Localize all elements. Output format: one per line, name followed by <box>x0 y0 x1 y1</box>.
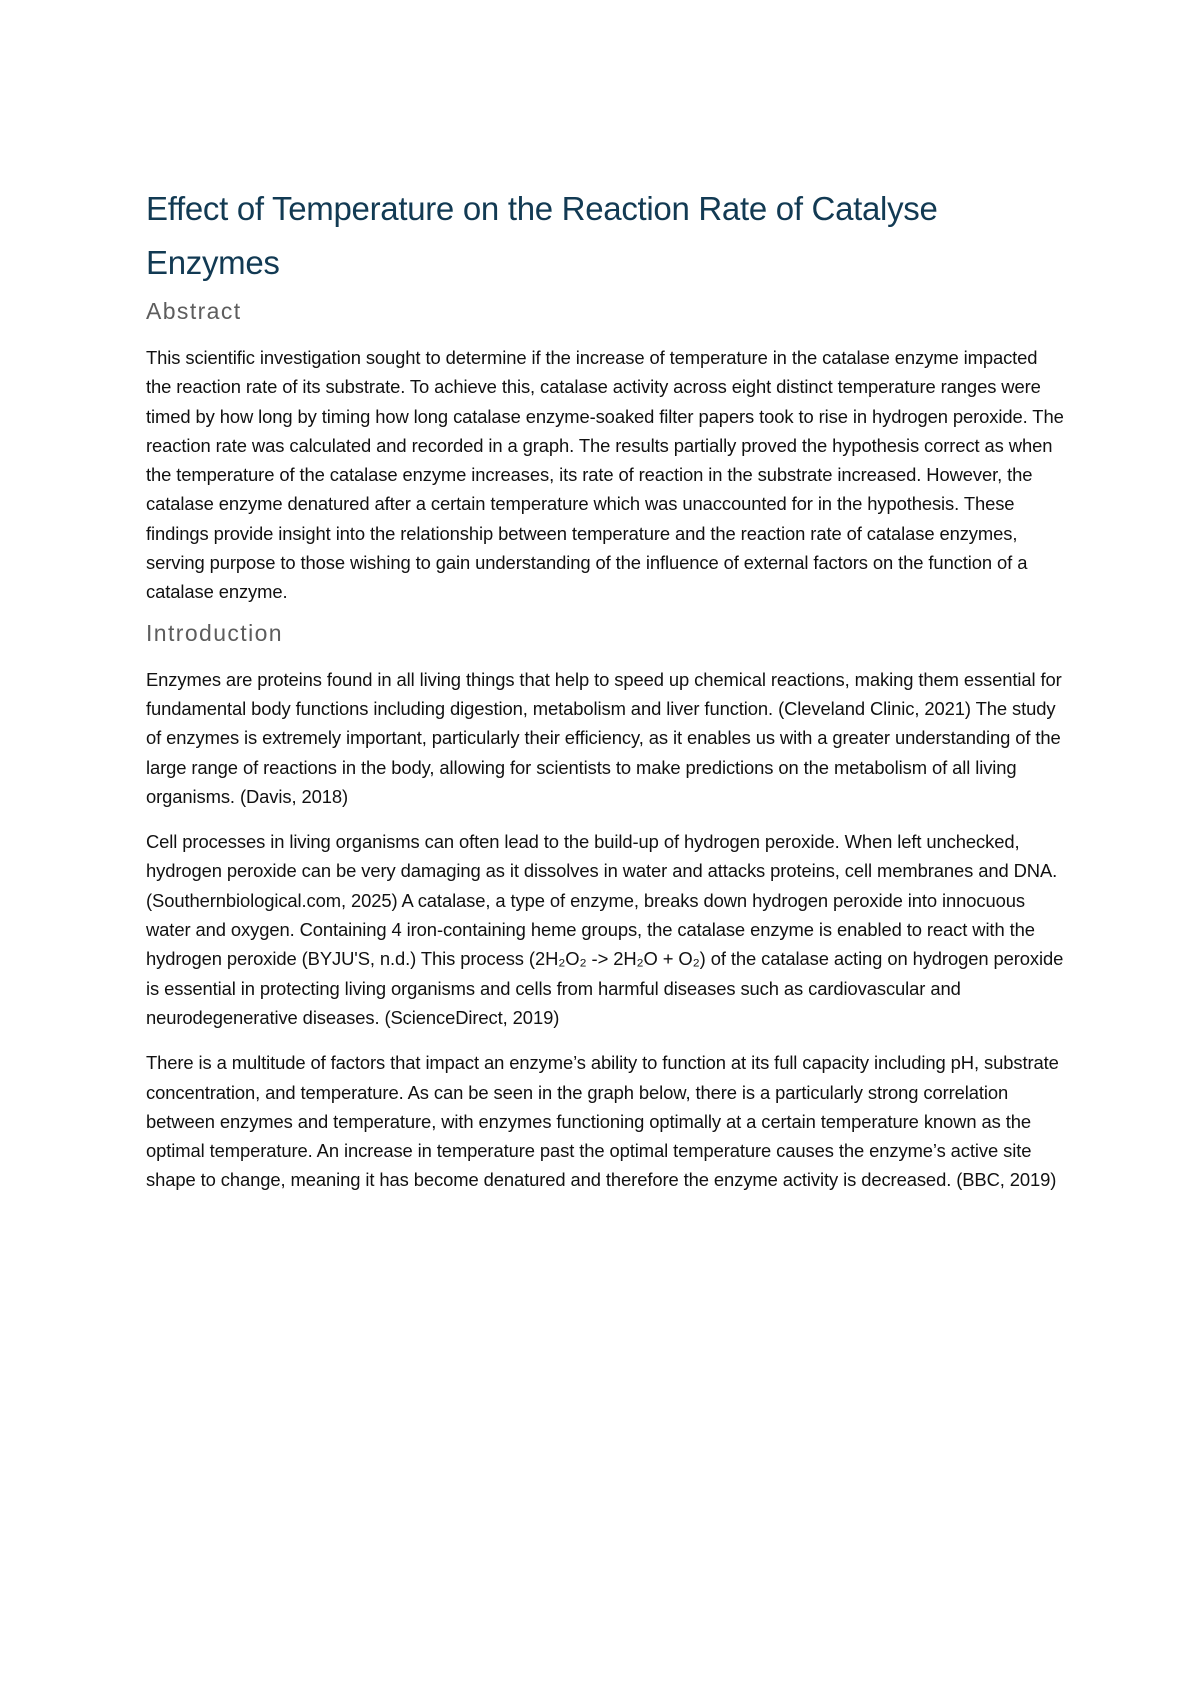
abstract-paragraph: This scientific investigation sought to determine if the increase of temperature in the catalase enzyme impacted the reaction rate of its substrate. To achieve this, catalase activity across eight distinct temperature ranges were timed by how long by timing how long catalase enzyme-soaked filter papers took to rise in hydrogen peroxide. The reaction rate was calculated and recorded in a graph. The results partially proved the hypothesis correct as when the temperature of the catalase enzyme increases, its rate of reaction in the substrate increased. However, the catalase enzyme denatured after a certain temperature which was unaccounted for in the hypothesis. These findings provide insight into the relationship between temperature and the reaction rate of catalase enzymes, serving purpose to those wishing to gain understanding of the influence of external factors on the function of a catalase enzyme. <box>146 347 1064 603</box>
introduction-heading: Introduction <box>146 619 283 646</box>
introduction-paragraph-2: Cell processes in living organisms can often lead to the build-up of hydrogen peroxide. When left unchecked, hydrogen peroxide can be very damaging as it dissolves in water and attacks proteins, cell membranes and DNA. (Southernbiological.com, 2025) A catalase, a type of enzyme, breaks down hydrogen peroxide into innocuous water and oxygen. Containing 4 iron-containing heme groups, the catalase enzyme is enabled to react with the hydrogen peroxide (BYJU'S, n.d.) This process (2H₂O₂ -> 2H₂O + O₂) of the catalase acting on hydrogen peroxide is essential in protecting living organisms and cells from harmful diseases such as cardiovascular and neurodegenerative diseases. (ScienceDirect, 2019) <box>146 831 1064 1028</box>
document-title: Effect of Temperature on the Reaction Rate of Catalyse Enzymes <box>146 190 938 281</box>
introduction-paragraph-1: Enzymes are proteins found in all living things that help to speed up chemical reactions, making them essential for fundamental body functions including digestion, metabolism and liver function. (Cleveland Clinic, 2021) The study of enzymes is extremely important, particularly their efficiency, as it enables us with a greater understanding of the large range of reactions in the body, allowing for scientists to make predictions on the metabolism of all living organisms. (Davis, 2018) <box>146 668 1062 807</box>
document-page <box>146 182 1066 1195</box>
introduction-paragraph-3: There is a multitude of factors that impact an enzyme’s ability to function at its full capacity including pH, substrate concentration, and temperature. As can be seen in the graph below, there is a particularly strong correlation between enzymes and temperature, with enzymes functioning optimally at a certain temperature known as the optimal temperature. An increase in temperature past the optimal temperature causes the enzyme’s active site shape to change, meaning it has become denatured and therefore the enzyme activity is decreased. (BBC, 2019) <box>146 1052 1059 1191</box>
abstract-heading: Abstract <box>146 298 242 324</box>
